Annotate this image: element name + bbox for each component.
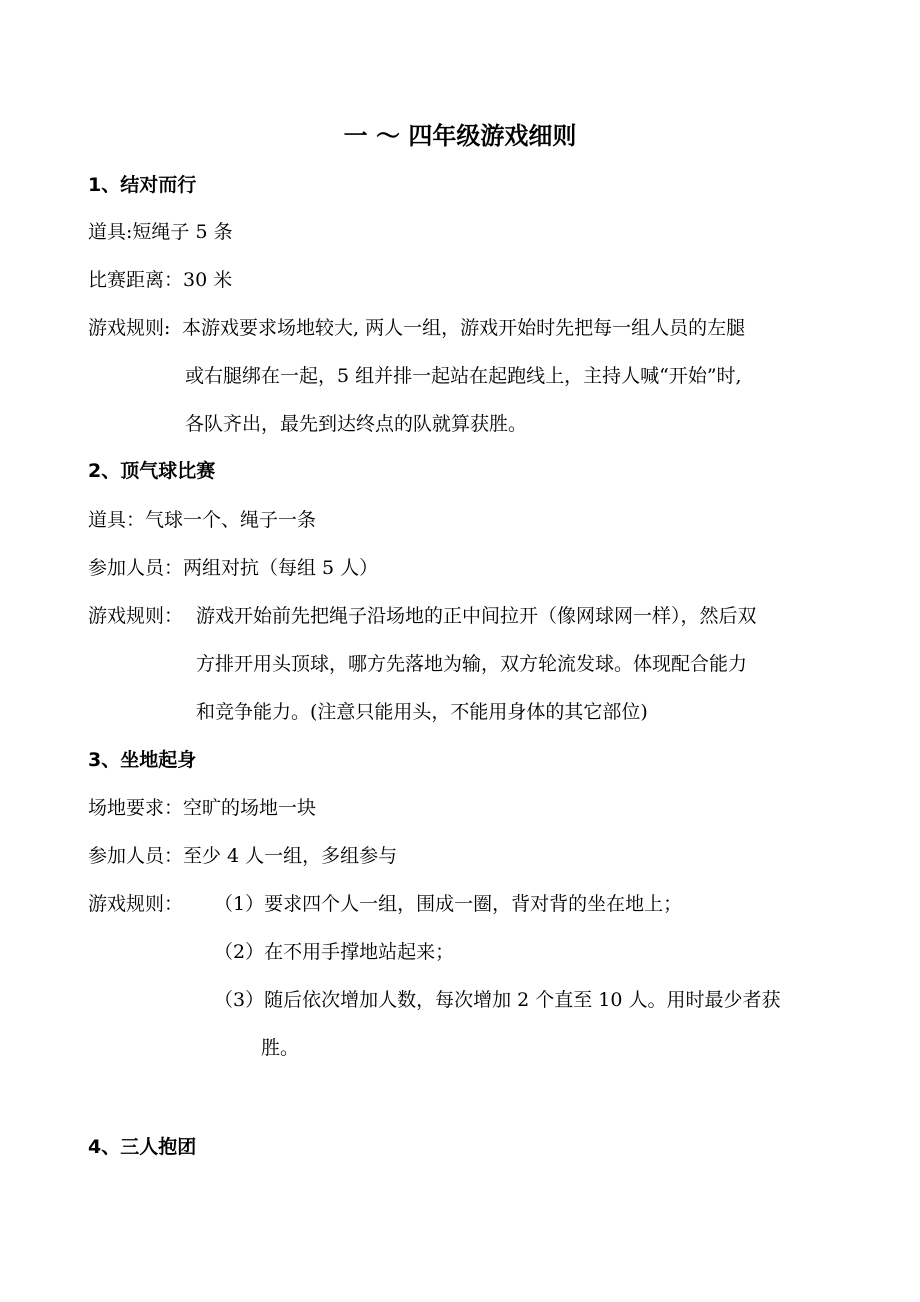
section-3-rule-line: （3）随后依次增加人数，每次增加 2 个直至 10 人。用时最少者获 [214,989,781,1011]
section-2-rule-label: 游戏规则： [88,605,184,627]
section-2-rule-line: 方排开用头顶球，哪方先落地为输，双方轮流发球。体现配合能力 [196,653,748,675]
section-3-participants: 参加人员：至少 4 人一组，多组参与 [88,845,398,867]
section-heading-2: 2、顶气球比赛 [88,460,216,482]
section-heading-1: 1、结对而行 [88,174,197,196]
section-3-rule-label: 游戏规则： [88,893,184,915]
section-2-rule-line: 游戏开始前先把绳子沿场地的正中间拉开（像网球网一样），然后双 [196,605,757,627]
section-1-rule-label: 游戏规则: [88,317,171,339]
section-3-venue: 场地要求：空旷的场地一块 [88,797,317,819]
section-2-participants: 参加人员：两组对抗（每组 5 人） [88,557,379,579]
section-1-props: 道具:短绳子 5 条 [88,221,233,243]
section-heading-4: 4、三人抱团 [88,1136,197,1158]
section-1-rule-line: 或右腿绑在一起，5 组并排一起站在起跑线上，主持人喊“开始”时, [185,365,742,387]
section-1-distance: 比赛距离：30 米 [88,269,233,291]
section-1-rule-line: 本游戏要求场地较大, 两人一组，游戏开始时先把每一组人员的左腿 [182,317,746,339]
section-3-rule-line: 胜。 [261,1037,300,1059]
section-1-rule-line: 各队齐出，最先到达终点的队就算获胜。 [185,413,528,435]
section-heading-3: 3、坐地起身 [88,749,197,771]
section-2-rule-line: 和竞争能力。(注意只能用头，不能用身体的其它部位) [196,701,648,723]
section-3-rule-line: （2）在不用手撑地站起来； [214,941,455,963]
page-title: 一 ～ 四年级游戏细则 [343,122,577,150]
section-2-props: 道具：气球一个、绳子一条 [88,509,317,531]
section-3-rule-line: （1）要求四个人一组，围成一圈，背对背的坐在地上； [214,893,683,915]
